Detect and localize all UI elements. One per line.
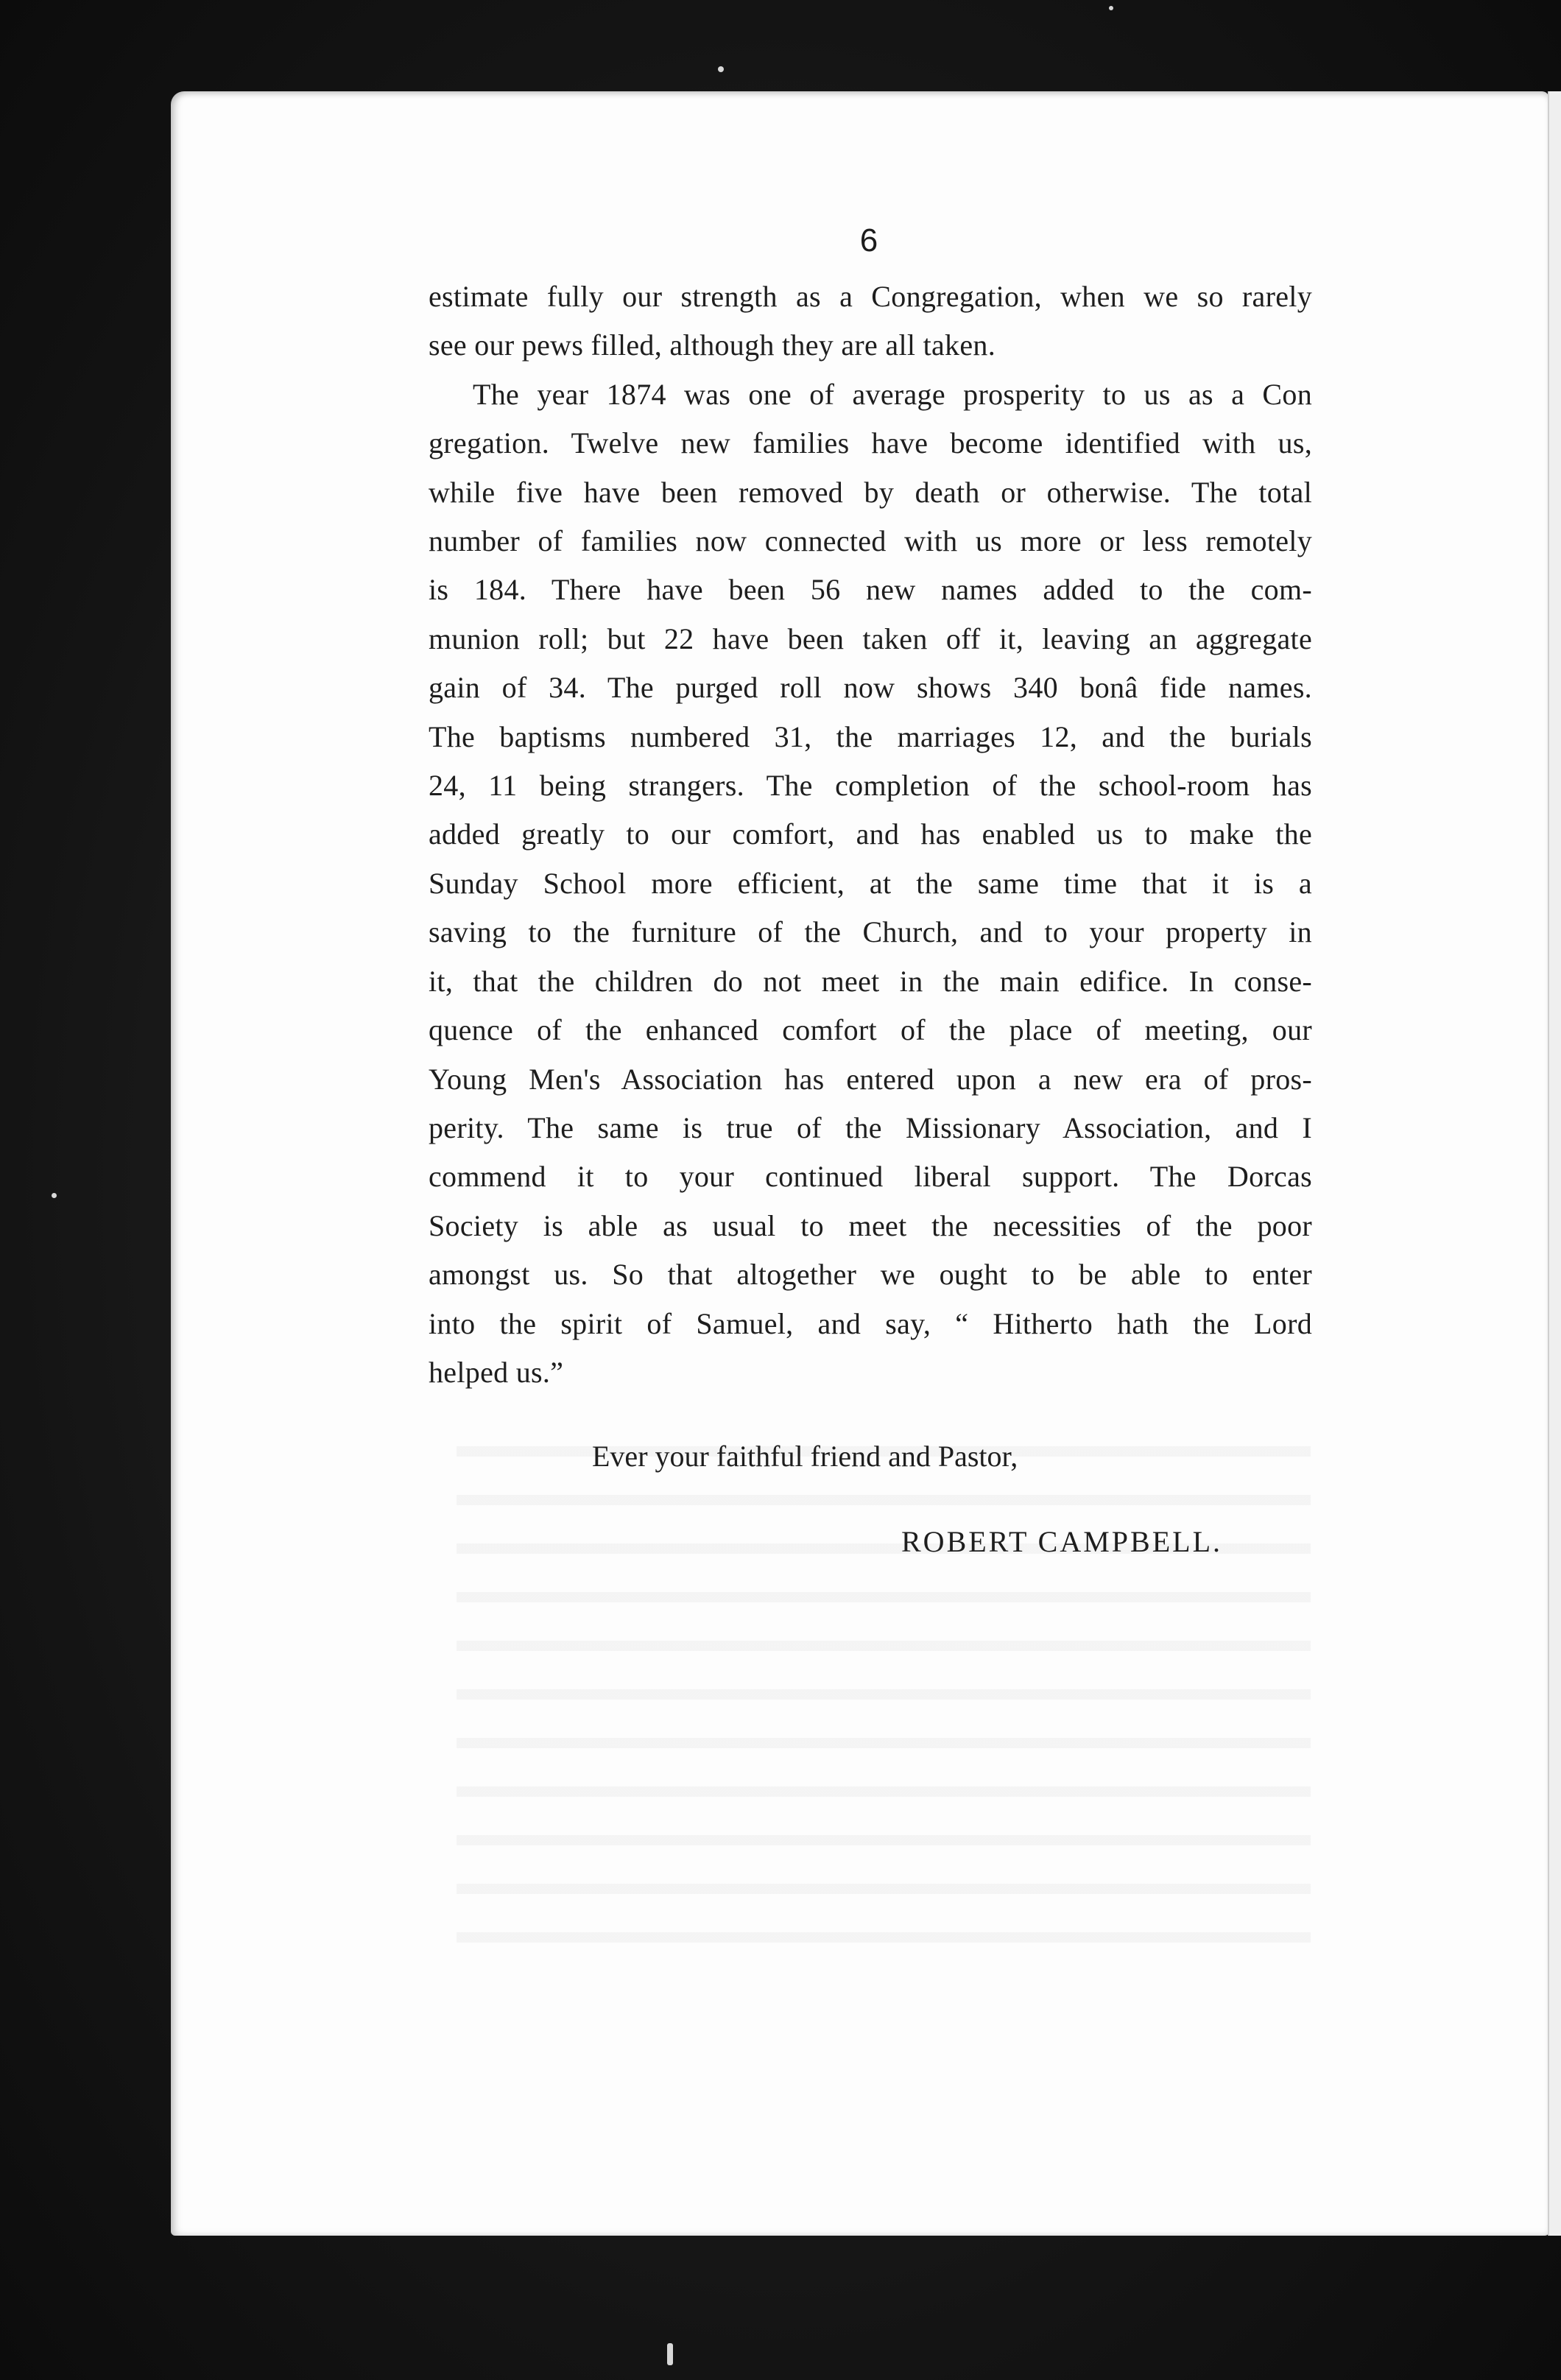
text-line: The baptisms numbered 31, the marriages 12, and the burials	[429, 719, 1312, 753]
letter-body	[429, 272, 1312, 1397]
text-line: gain of 34. The purged roll now shows 340 bonâ fide names.	[429, 671, 1312, 705]
paragraph	[429, 272, 1312, 370]
text-line: 24, 11 being strangers. The completion of the school-room has	[429, 769, 1312, 803]
show-through-bleed	[457, 1414, 1311, 1974]
text-line: Sunday School more efficient, at the same time that it is a	[429, 866, 1312, 900]
text-line: while five have been removed by death or otherwise. The total	[429, 475, 1312, 509]
text-line: it, that the children do not meet in the main edifice. In conse-	[429, 964, 1312, 998]
text-line: added greatly to our comfort, and has enabled us to make the	[429, 817, 1312, 851]
signature-name: ROBERT CAMPBELL.	[901, 1525, 1223, 1558]
text-line: is 184. There have been 56 new names added to the com-	[429, 573, 1312, 607]
dust-speck	[718, 66, 724, 72]
text-line: gregation. Twelve new families have become identified with us,	[429, 426, 1312, 460]
text-line: The year 1874 was one of average prosperity to us as a Con	[473, 377, 1312, 411]
page-number: 6	[859, 222, 878, 258]
dust-speck	[52, 1193, 57, 1198]
text-line: estimate fully our strength as a Congregation, when we so rarely	[429, 280, 1312, 313]
text-line: saving to the furniture of the Church, and to your property in	[429, 915, 1312, 949]
page-edge	[1548, 91, 1561, 2236]
text-line: quence of the enhanced comfort of the place of meeting, our	[429, 1013, 1312, 1047]
closing-salutation: Ever your faithful friend and Pastor,	[592, 1440, 1018, 1473]
text-line: Society is able as usual to meet the necessities of the poor	[429, 1208, 1312, 1242]
text-line: into the spirit of Samuel, and say, “ Hitherto hath the Lord	[429, 1306, 1312, 1340]
text-line: perity. The same is true of the Missionary Association, and I	[429, 1110, 1312, 1144]
paragraph	[429, 370, 1312, 1398]
text-line: see our pews filled, although they are all taken.	[429, 328, 996, 362]
text-line: munion roll; but 22 have been taken off it, leaving an aggregate	[429, 622, 1312, 655]
text-line: amongst us. So that altogether we ought to be able to enter	[429, 1258, 1312, 1292]
text-line: Young Men's Association has entered upon a new era of pros-	[429, 1062, 1312, 1096]
dust-speck	[1109, 6, 1113, 10]
text-line: helped us.”	[429, 1355, 564, 1389]
dust-speck	[667, 2343, 673, 2365]
text-line: commend it to your continued liberal support. The Dorcas	[429, 1160, 1312, 1194]
text-line: number of families now connected with us more or less remotely	[429, 524, 1312, 558]
